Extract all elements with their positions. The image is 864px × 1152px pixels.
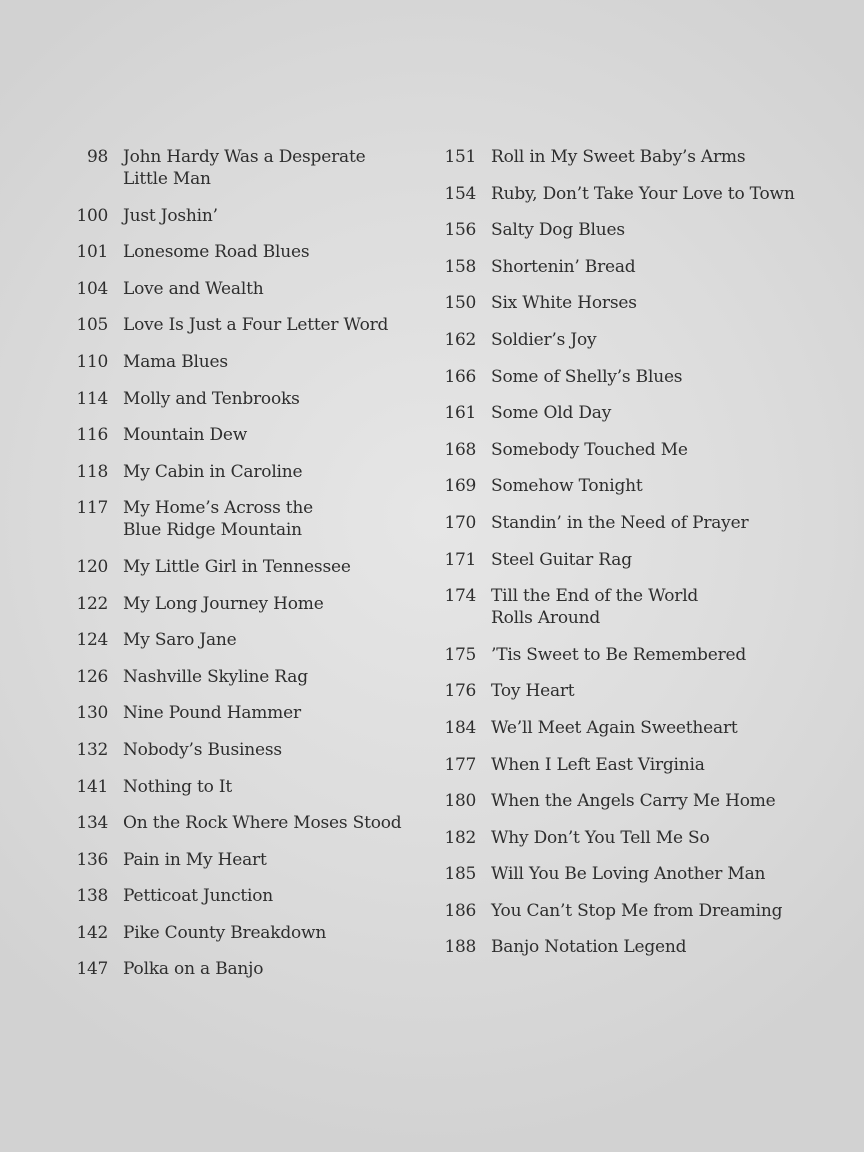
page-number: 104 [76, 278, 108, 299]
song-title: Why Don’t You Tell Me So [491, 827, 710, 848]
toc-entry [70, 461, 430, 483]
toc-entry [70, 205, 430, 227]
page-number: 132 [76, 739, 108, 760]
song-title: My Saro Jane [123, 630, 237, 651]
toc-entry [70, 849, 430, 871]
song-title: My Little Girl in Tennessee [123, 556, 351, 577]
toc-right-column [438, 146, 848, 973]
page-number: 180 [444, 791, 476, 812]
toc-entry [70, 314, 430, 336]
page-number: 175 [444, 644, 476, 665]
page-number: 161 [444, 403, 476, 424]
song-title: Will You Be Loving Another Man [491, 864, 766, 885]
page-number: 176 [444, 681, 476, 702]
page-number: 170 [444, 512, 476, 533]
page-number: 124 [76, 630, 108, 651]
toc-entry [438, 754, 848, 776]
song-title: You Can’t Stop Me from Dreaming [491, 900, 783, 921]
song-title: My Home’s Across the Blue Ridge Mountain [123, 498, 314, 541]
song-title: Just Joshin’ [123, 205, 218, 226]
page-number: 117 [76, 498, 108, 519]
toc-entry [70, 702, 430, 724]
toc-entry [438, 717, 848, 739]
page-number: 184 [444, 717, 476, 738]
song-title: Some Old Day [491, 403, 612, 424]
song-title: John Hardy Was a Desperate Little Man [123, 147, 366, 189]
song-title: Till the End of the World Rolls Around [491, 586, 699, 629]
song-title: We’ll Meet Again Sweetheart [491, 717, 738, 738]
song-title: Somebody Touched Me [491, 439, 688, 460]
toc-entry [70, 666, 430, 688]
song-title: Polka on a Banjo [123, 959, 264, 980]
song-title: Love and Wealth [123, 278, 264, 299]
song-title: Nothing to It [123, 776, 232, 797]
song-title: When I Left East Virginia [491, 754, 705, 775]
song-title: Standin’ in the Need of Prayer [491, 512, 749, 533]
toc-entry [438, 183, 848, 205]
page-number: 150 [444, 293, 476, 314]
page-number: 174 [444, 586, 476, 607]
song-title: My Cabin in Caroline [123, 461, 303, 482]
page-number: 154 [444, 183, 476, 204]
page-number: 186 [444, 900, 476, 921]
toc-entry [438, 292, 848, 314]
page-number: 171 [444, 549, 476, 570]
toc-entry [70, 388, 430, 410]
toc-entry [438, 863, 848, 885]
song-title: Nine Pound Hammer [123, 703, 301, 724]
toc-entry [70, 146, 430, 190]
page-number: 182 [444, 827, 476, 848]
toc-entry [70, 241, 430, 263]
page-number: 130 [76, 703, 108, 724]
page-number: 156 [444, 220, 476, 241]
toc-entry [70, 812, 430, 834]
page-number: 185 [444, 864, 476, 885]
song-title: Nobody’s Business [123, 739, 282, 760]
page-number: 169 [444, 476, 476, 497]
song-title: Pike County Breakdown [123, 922, 327, 943]
page-number: 122 [76, 593, 108, 614]
toc-entry [438, 585, 848, 629]
song-title: Salty Dog Blues [491, 220, 625, 241]
toc-entry [438, 549, 848, 571]
song-title: Love Is Just a Four Letter Word [123, 315, 389, 336]
song-title: ’Tis Sweet to Be Remembered [491, 644, 747, 665]
song-title: When the Angels Carry Me Home [491, 791, 776, 812]
song-title: Toy Heart [491, 681, 575, 702]
toc-entry [70, 629, 430, 651]
toc-entry [438, 790, 848, 812]
toc-entry-legend [438, 936, 848, 958]
toc-entry [438, 329, 848, 351]
page-number: 100 [76, 205, 108, 226]
page-number: 166 [444, 366, 476, 387]
page-number: 134 [76, 813, 108, 834]
toc-entry [438, 680, 848, 702]
page-number: 168 [444, 439, 476, 460]
page-number: 136 [76, 849, 108, 870]
toc-entry [438, 146, 848, 168]
song-title: Molly and Tenbrooks [123, 388, 300, 409]
toc-entry [70, 556, 430, 578]
song-title: Mama Blues [123, 351, 228, 372]
toc-entry [438, 219, 848, 241]
toc-entry [70, 958, 430, 980]
page-number: 110 [76, 351, 108, 372]
song-title: My Long Journey Home [123, 593, 324, 614]
song-title: Lonesome Road Blues [123, 242, 310, 263]
toc-entry [70, 278, 430, 300]
page-number: 101 [76, 242, 108, 263]
song-title: Six White Horses [491, 293, 637, 314]
song-title: Shortenin’ Bread [491, 256, 636, 277]
toc-entry [438, 827, 848, 849]
page-number: 188 [444, 937, 476, 958]
page-number: 126 [76, 666, 108, 687]
toc-entry [438, 366, 848, 388]
toc-entry [438, 644, 848, 666]
page-number: 116 [76, 425, 108, 446]
page-number: 105 [76, 315, 108, 336]
page-number: 177 [444, 754, 476, 775]
toc-entry [438, 900, 848, 922]
page-number: 142 [76, 922, 108, 943]
song-title: Ruby, Don’t Take Your Love to Town [491, 183, 795, 204]
song-title: Somehow Tonight [491, 476, 643, 497]
toc-entry [438, 439, 848, 461]
toc-entry [70, 739, 430, 761]
song-title: Nashville Skyline Rag [123, 666, 308, 687]
toc-entry [438, 475, 848, 497]
page-number: 114 [76, 388, 108, 409]
song-title: Mountain Dew [123, 425, 248, 446]
toc-entry [70, 497, 430, 541]
toc-entry [438, 256, 848, 278]
song-title: Some of Shelly’s Blues [491, 366, 683, 387]
song-title: Roll in My Sweet Baby’s Arms [491, 147, 746, 167]
page-number: 147 [76, 959, 108, 980]
toc-entry [70, 885, 430, 907]
song-title: Pain in My Heart [123, 849, 267, 870]
page-number: 118 [76, 461, 108, 482]
song-title: Soldier’s Joy [491, 329, 597, 350]
toc-entry [70, 351, 430, 373]
toc-entry [438, 512, 848, 534]
song-title: On the Rock Where Moses Stood [123, 813, 402, 834]
song-title: Banjo Notation Legend [491, 937, 687, 958]
toc-entry [438, 402, 848, 424]
page-number: 162 [444, 329, 476, 350]
page-number: 151 [444, 147, 476, 167]
toc-entry [70, 776, 430, 798]
toc-entry [70, 424, 430, 446]
page-number: 158 [444, 256, 476, 277]
page-number: 98 [86, 147, 108, 167]
toc-entry [70, 593, 430, 615]
page-number: 120 [76, 556, 108, 577]
toc-left-column [70, 146, 430, 995]
page-number: 141 [76, 776, 108, 797]
song-title: Steel Guitar Rag [491, 549, 632, 570]
page-number: 138 [76, 886, 108, 907]
toc-entry [70, 922, 430, 944]
song-title: Petticoat Junction [123, 886, 274, 907]
